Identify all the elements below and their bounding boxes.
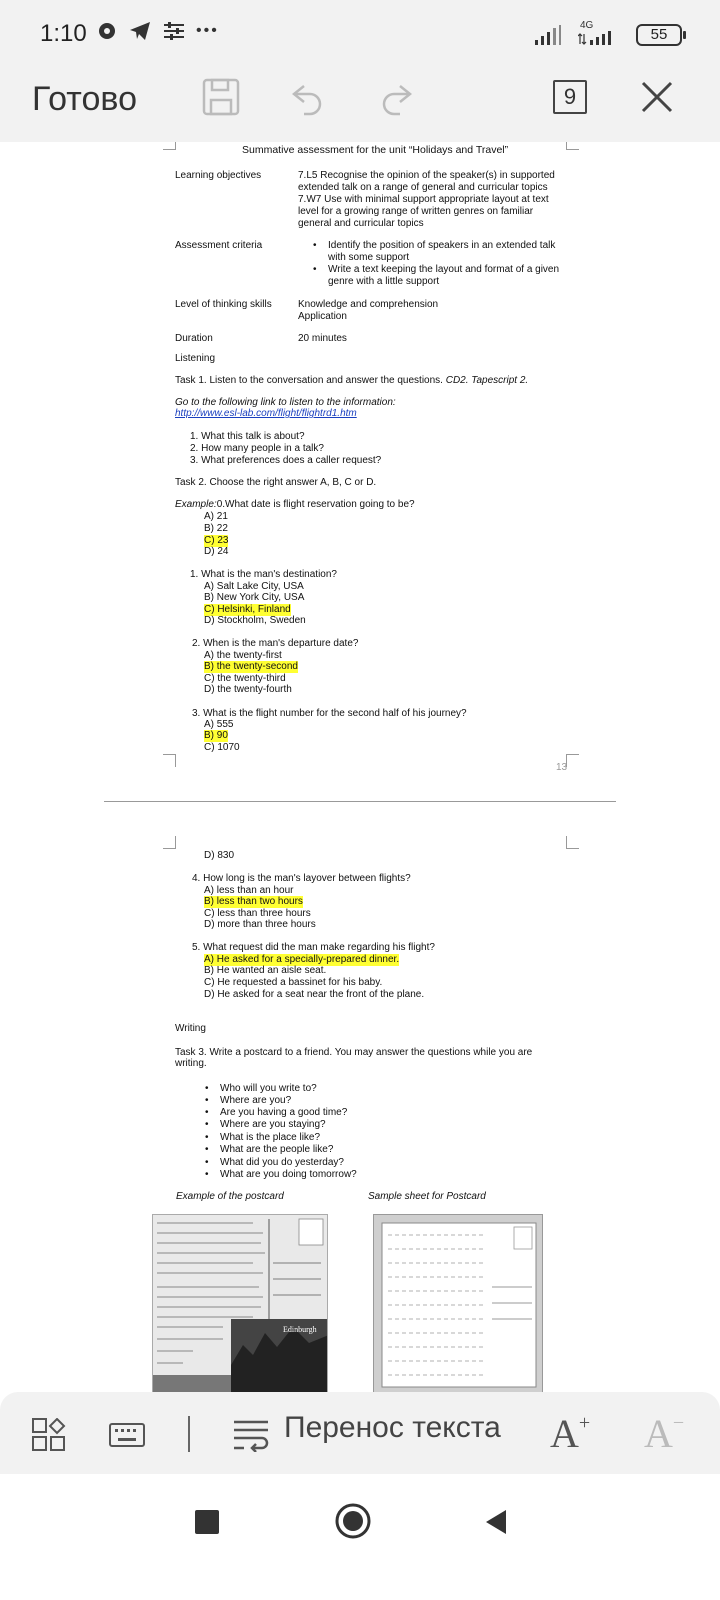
q1-option: D) Stockholm, Sweden: [204, 615, 306, 626]
task3-bullet: Are you having a good time?: [220, 1107, 348, 1118]
q3-option: C) 1070: [204, 742, 240, 753]
page-count: 9: [563, 84, 577, 109]
sample-sheet-caption: Sample sheet for Postcard: [368, 1191, 486, 1202]
page-corner: [566, 142, 579, 150]
q4-option-answer: B) less than two hours: [204, 896, 303, 907]
q3-option: D) 830: [204, 850, 235, 861]
sample-sheet-illustration: [374, 1215, 543, 1392]
task1-label: Task 1.: [175, 375, 207, 386]
recents-button[interactable]: [195, 1510, 219, 1534]
q4-option: C) less than three hours: [204, 908, 311, 919]
ac-line: with some support: [328, 252, 410, 263]
writing-heading: Writing: [175, 1023, 206, 1034]
q5-option: C) He requested a bassinet for his baby.: [204, 977, 383, 988]
telegram-icon: [128, 20, 152, 42]
ac-line: Identify the position of speakers in an extended talk: [328, 240, 556, 251]
postcard-example-image: [152, 1214, 328, 1392]
task2-label: Task 2.: [175, 477, 207, 488]
layout-icon[interactable]: [32, 1418, 66, 1452]
redo-icon[interactable]: [378, 78, 414, 116]
task3-label: Task 3.: [175, 1047, 207, 1058]
task3-bullet: What are you doing tomorrow?: [220, 1169, 357, 1180]
q3-option: A) 555: [204, 719, 234, 730]
page-separator: [104, 801, 616, 802]
lo-line: general and curricular topics: [298, 218, 424, 229]
lts-line: Application: [298, 311, 347, 322]
bullet: •: [205, 1119, 209, 1130]
q1-option: A) Salt Lake City, USA: [204, 581, 304, 592]
text-wrap-icon[interactable]: [232, 1418, 270, 1452]
task3-bullet: What are the people like?: [220, 1144, 334, 1155]
signal-icon: [534, 24, 562, 46]
keyboard-icon[interactable]: [108, 1418, 146, 1452]
status-time: 1:10: [40, 20, 87, 47]
example-option-answer: C) 23: [204, 535, 229, 546]
duration-label: Duration: [175, 333, 213, 344]
page-corner: [163, 836, 176, 849]
q1-option-answer: C) Helsinki, Finland: [204, 604, 291, 615]
q4: 4. How long is the man's layover between flights?: [192, 873, 411, 884]
thinking-skills-label: Level of thinking skills: [175, 299, 272, 310]
task3-text-line2: writing.: [175, 1058, 207, 1069]
q4-option: A) less than an hour: [204, 885, 294, 896]
task1-question: 3. What preferences does a caller request?: [190, 455, 382, 466]
listening-heading: Listening: [175, 353, 216, 364]
q5-option: B) He wanted an aisle seat.: [204, 965, 327, 976]
task2-instruction: Choose the right answer A, B, C or D.: [206, 477, 377, 488]
done-button[interactable]: Готово: [32, 80, 137, 118]
sync-icon: [96, 20, 118, 42]
text-wrap-label[interactable]: Перенос текста: [284, 1411, 501, 1444]
task3-text: [175, 1047, 532, 1059]
q2-option: C) the twenty-third: [204, 673, 286, 684]
example-question: [175, 499, 415, 511]
postcard-example-caption: Example of the postcard: [176, 1191, 284, 1202]
task1-link-intro: Go to the following link to listen to the information:: [175, 397, 396, 408]
sliders-icon: [162, 20, 186, 42]
lo-line: extended talk on a range of general and curricular topics: [298, 182, 548, 193]
page-corner: [566, 754, 579, 767]
page-corner: [163, 142, 176, 150]
font-decrease-icon: A: [644, 1411, 673, 1456]
page-corner: [566, 836, 579, 849]
q5-option: D) He asked for a seat near the front of the plane.: [204, 989, 425, 1000]
bullet: •: [205, 1083, 209, 1094]
bullet: •: [313, 240, 317, 251]
task1-text: [175, 375, 528, 387]
document-viewer[interactable]: [0, 142, 720, 1392]
duration-value: 20 minutes: [298, 333, 347, 344]
back-button[interactable]: [484, 1508, 508, 1536]
bullet: •: [205, 1095, 209, 1106]
bullet: •: [205, 1107, 209, 1118]
postcard-illustration: [153, 1215, 328, 1392]
bullet: •: [205, 1144, 209, 1155]
example-option: B) 22: [204, 523, 228, 534]
home-button[interactable]: [334, 1502, 372, 1540]
task2-text: [175, 477, 376, 489]
page-corner: [163, 754, 176, 767]
q1: 1. What is the man's destination?: [190, 569, 337, 580]
bullet: •: [205, 1132, 209, 1143]
q2: 2. When is the man's departure date?: [192, 638, 359, 649]
task1-instruction: Listen to the conversation and answer the questions.: [206, 375, 446, 386]
q3-option-answer: B) 90: [204, 730, 228, 741]
q4-option: D) more than three hours: [204, 919, 316, 930]
page-count-button[interactable]: [553, 80, 587, 114]
task1-source: CD2. Tapescript 2.: [445, 375, 529, 386]
bullet: •: [313, 264, 317, 275]
task3-bullet: Where are you?: [220, 1095, 292, 1106]
save-icon[interactable]: [202, 78, 240, 116]
undo-icon[interactable]: [290, 78, 326, 116]
example-option: D) 24: [204, 546, 229, 557]
ac-line: Write a text keeping the layout and format of a given: [328, 264, 560, 275]
task3-bullet: Who will you write to?: [220, 1083, 317, 1094]
notification-icons: [96, 20, 219, 42]
network-type: 4G: [580, 20, 594, 31]
task1-link[interactable]: http://www.esl-lab.com/flight/flightrd1.htm: [175, 408, 357, 419]
lts-line: Knowledge and comprehension: [298, 299, 439, 310]
lo-line: 7.W7 Use with minimal support appropriate layout at text: [298, 194, 549, 205]
assessment-criteria-label: Assessment criteria: [175, 240, 263, 251]
postcard-city: Edinburgh: [283, 1325, 317, 1334]
q3: 3. What is the flight number for the second half of his journey?: [192, 708, 467, 719]
task3-bullet: What did you do yesterday?: [220, 1157, 344, 1168]
q2-option: A) the twenty-first: [204, 650, 282, 661]
doc-title: Summative assessment for the unit “Holidays and Travel”: [242, 144, 509, 156]
status-bar: [0, 0, 720, 70]
example-label: Example:: [175, 499, 217, 510]
task3-instruction: Write a postcard to a friend. You may answer the questions while you are: [206, 1047, 533, 1058]
signal-4g-icon: [578, 30, 614, 46]
more-notifications: •••: [196, 22, 219, 39]
example-question-text: 0.What date is flight reservation going to be?: [216, 499, 415, 510]
q2-option: D) the twenty-fourth: [204, 684, 292, 695]
font-increase-button[interactable]: A+: [550, 1411, 591, 1456]
toolbar-divider: [188, 1416, 190, 1452]
task3-bullet: Where are you staying?: [220, 1119, 326, 1130]
page-number: 13: [556, 762, 568, 773]
lo-line: 7.L5 Recognise the opinion of the speaker(s) in supported: [298, 170, 555, 181]
font-decrease-button[interactable]: A−: [644, 1411, 685, 1456]
task3-bullet: What is the place like?: [220, 1132, 321, 1143]
bullet: •: [205, 1157, 209, 1168]
q2-option-answer: B) the twenty-second: [204, 661, 298, 672]
example-option: A) 21: [204, 511, 228, 522]
learning-objectives-label: Learning objectives: [175, 170, 262, 181]
bullet: •: [205, 1169, 209, 1180]
q1-option: B) New York City, USA: [204, 592, 305, 603]
ac-line: genre with a little support: [328, 276, 440, 287]
task1-question: 2. How many people in a talk?: [190, 443, 324, 454]
lo-line: level for a growing range of written genres on familiar: [298, 206, 534, 217]
close-icon[interactable]: [640, 80, 674, 114]
battery-indicator: 55: [636, 24, 682, 46]
q5-option-answer: A) He asked for a specially-prepared dinner.: [204, 954, 400, 965]
postcard-sample-sheet-image: [373, 1214, 543, 1392]
q5: 5. What request did the man make regarding his flight?: [192, 942, 435, 953]
font-increase-icon: A: [550, 1411, 579, 1456]
task1-question: 1. What this talk is about?: [190, 431, 305, 442]
